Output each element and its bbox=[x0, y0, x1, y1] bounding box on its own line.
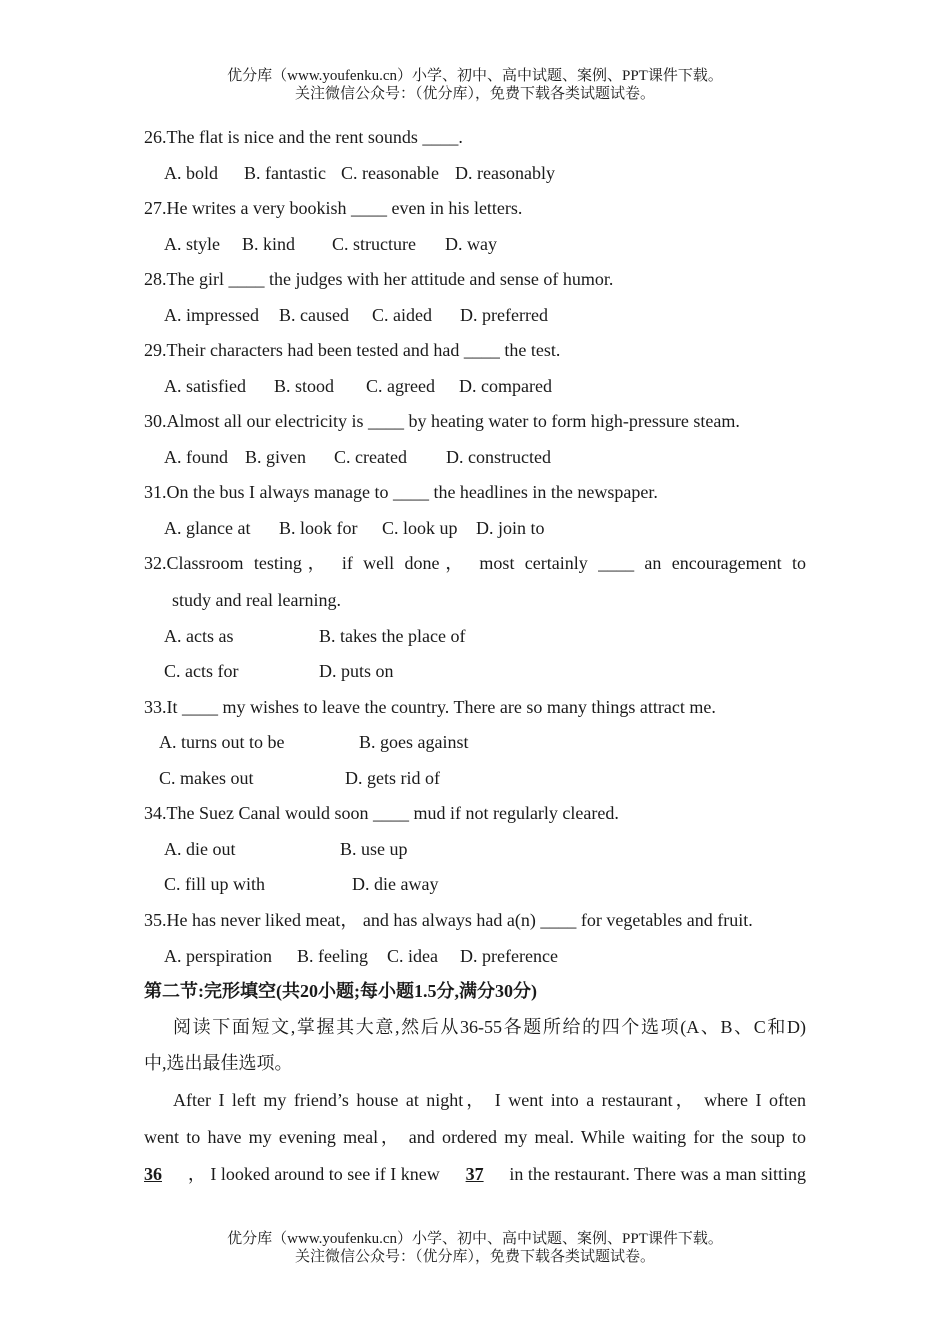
section-instruction-continued: 中,选出最佳选项。 bbox=[144, 1053, 293, 1073]
option: B. given bbox=[245, 447, 306, 467]
option: C. look up bbox=[382, 518, 458, 538]
option: D. puts on bbox=[319, 661, 394, 681]
option: A. impressed bbox=[164, 305, 259, 325]
question-stem: 32.Classroom testing， if well done， most certainly ____ an encouragement to bbox=[144, 553, 806, 573]
option: C. idea bbox=[387, 946, 438, 966]
header-line-2: 关注微信公众号：（优分库），免费下载各类试题试卷。 bbox=[294, 86, 655, 102]
question-stem: 30.Almost all our electricity is ____ by heating water to form high-pressure steam. bbox=[144, 411, 740, 431]
passage-line bbox=[144, 1163, 806, 1185]
option: A. turns out to be bbox=[159, 732, 285, 752]
section-instruction: 阅读下面短文,掌握其大意,然后从36-55各题所给的四个选项(A、B、C和D) bbox=[173, 1017, 806, 1037]
option: B. feeling bbox=[297, 946, 368, 966]
option: C. makes out bbox=[159, 768, 254, 788]
passage-line: went to have my evening meal， and ordered my meal. While waiting for the soup to bbox=[144, 1127, 806, 1147]
passage-text: ， I looked around to see if I knew bbox=[187, 1164, 440, 1184]
option: D. way bbox=[445, 234, 497, 254]
blank-36: 36 bbox=[144, 1164, 162, 1184]
option: D. gets rid of bbox=[345, 768, 440, 788]
question-stem: 33.It ____ my wishes to leave the country. There are so many things attract me. bbox=[144, 697, 716, 717]
passage-line: After I left my friend’s house at night， I went into a restaurant， where I often bbox=[173, 1090, 806, 1110]
option: D. compared bbox=[459, 376, 552, 396]
option: D. preference bbox=[460, 946, 558, 966]
option: C. structure bbox=[332, 234, 416, 254]
header-line-1: 优分库（www.youfenku.cn）小学、初中、高中试题、案例、PPT课件下载。 bbox=[227, 68, 723, 84]
option: D. reasonably bbox=[455, 163, 555, 183]
option: A. perspiration bbox=[164, 946, 272, 966]
option: C. acts for bbox=[164, 661, 239, 681]
question-stem: 29.Their characters had been tested and had ____ the test. bbox=[144, 340, 561, 360]
option: C. reasonable bbox=[341, 163, 439, 183]
option: D. constructed bbox=[446, 447, 551, 467]
option: C. agreed bbox=[366, 376, 435, 396]
footer-line-2: 关注微信公众号：（优分库），免费下载各类试题试卷。 bbox=[294, 1249, 655, 1265]
section-title: 第二节:完形填空(共20小题;每小题1.5分,满分30分) bbox=[144, 981, 537, 1001]
question-stem: 26.The flat is nice and the rent sounds ____. bbox=[144, 127, 463, 147]
option: D. die away bbox=[352, 874, 439, 894]
question-stem: 31.On the bus I always manage to ____ the headlines in the newspaper. bbox=[144, 482, 658, 502]
option: D. join to bbox=[476, 518, 545, 538]
option: B. kind bbox=[242, 234, 296, 254]
option: B. goes against bbox=[359, 732, 469, 752]
option: A. die out bbox=[164, 839, 236, 859]
question-stem: 27.He writes a very bookish ____ even in his letters. bbox=[144, 198, 523, 218]
option: B. look for bbox=[279, 518, 358, 538]
option: C. aided bbox=[372, 305, 432, 325]
option: A. style bbox=[164, 234, 220, 254]
option: C. created bbox=[334, 447, 407, 467]
question-stem: 35.He has never liked meat， and has always had a(n) ____ for vegetables and fruit. bbox=[144, 910, 753, 930]
option: C. fill up with bbox=[164, 874, 266, 894]
option: B. use up bbox=[340, 839, 408, 859]
option: A. bold bbox=[164, 163, 218, 183]
option: A. glance at bbox=[164, 518, 251, 538]
question-stem: 34.The Suez Canal would soon ____ mud if not regularly cleared. bbox=[144, 803, 619, 823]
option: D. preferred bbox=[460, 305, 548, 325]
option: A. satisfied bbox=[164, 376, 246, 396]
option: A. acts as bbox=[164, 626, 234, 646]
footer-line-1: 优分库（www.youfenku.cn）小学、初中、高中试题、案例、PPT课件下载。 bbox=[227, 1231, 723, 1247]
option: A. found bbox=[164, 447, 228, 467]
option: B. takes the place of bbox=[319, 626, 466, 646]
blank-37: 37 bbox=[465, 1164, 484, 1184]
passage-text: in the restaurant. There was a man sitting bbox=[509, 1164, 806, 1184]
option: B. fantastic bbox=[244, 163, 326, 183]
option: B. stood bbox=[274, 376, 335, 396]
question-stem-continued: study and real learning. bbox=[172, 590, 341, 610]
question-stem: 28.The girl ____ the judges with her attitude and sense of humor. bbox=[144, 269, 614, 289]
option: B. caused bbox=[279, 305, 349, 325]
